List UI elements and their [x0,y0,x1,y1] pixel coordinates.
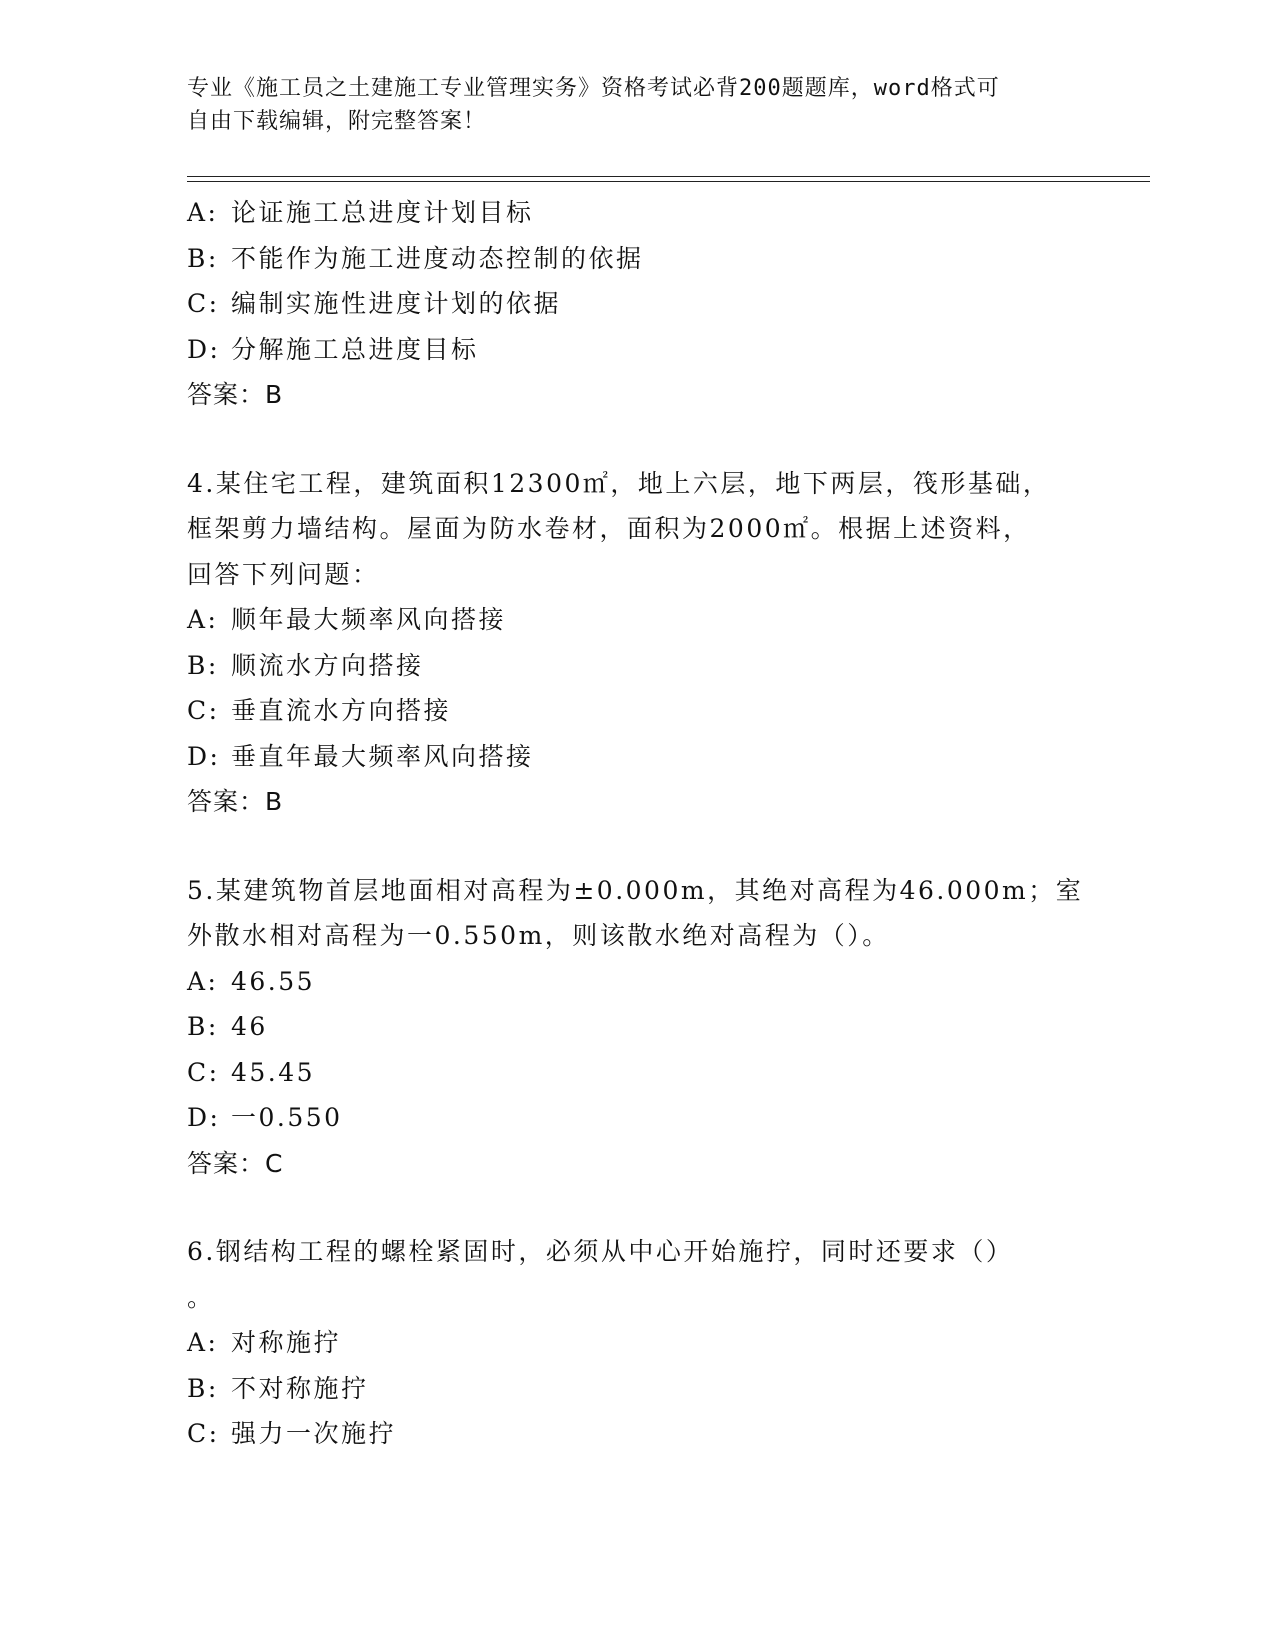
option-b: B: 46 [187,1012,268,1041]
option-d: D: 垂直年最大频率风向搭接 [187,741,534,771]
option-a: A: 46.55 [187,966,316,996]
question-text-line: 框架剪力墙结构。屋面为防水卷材，面积为2000㎡。根据上述资料， [187,514,1031,543]
header-line-1: 专业《施工员之土建施工专业管理实务》资格考试必背200题题库，word格式可 [187,76,1000,101]
question-4 [187,461,1087,825]
option-b: B: 不能作为施工进度动态控制的依据 [187,243,644,273]
answer: 答案：C [187,1148,284,1178]
question-text-line: 6.钢结构工程的螺栓紧固时，必须从中心开始施拧，同时还要求（） [187,1237,1014,1266]
answer: 答案：B [187,787,284,816]
question-text-line: 。 [187,1282,215,1312]
question-text-line: 5.某建筑物首层地面相对高程为±0.000m，其绝对高程为46.000m；室 [187,875,1084,905]
option-b: B: 顺流水方向搭接 [187,650,424,680]
question-6 [187,1229,1087,1457]
question-text-line: 外散水相对高程为一0.550m，则该散水绝对高程为（）。 [187,921,890,950]
document-header [187,72,1067,138]
option-c: C: 强力一次施拧 [187,1419,397,1448]
answer: 答案：B [187,380,284,409]
question-list [187,190,1087,1457]
header-line-2: 自由下载编辑，附完整答案！ [187,109,487,134]
option-d: D: 分解施工总进度目标 [187,334,479,364]
question-3 [187,190,1087,418]
option-d: D: 一0.550 [187,1103,343,1132]
option-b: B: 不对称施拧 [187,1373,369,1403]
option-a: A: 对称施拧 [187,1328,342,1357]
option-a: A: 论证施工总进度计划目标 [187,198,534,227]
option-c: C: 垂直流水方向搭接 [187,696,452,725]
header-divider-top [187,176,1150,177]
question-text-line: 4.某住宅工程，建筑面积12300㎡，地上六层，地下两层，筏形基础， [187,468,1051,498]
header-divider-bottom [187,181,1150,182]
option-c: C: 编制实施性进度计划的依据 [187,289,562,318]
option-c: C: 45.45 [187,1057,316,1087]
option-a: A: 顺年最大频率风向搭接 [187,605,507,634]
question-5 [187,868,1087,1187]
question-text-line: 回答下列问题： [187,559,380,589]
